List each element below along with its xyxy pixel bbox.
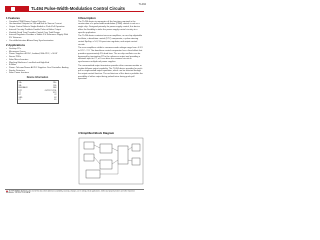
feature-item: • Complete PWM Power-Control Circuitry — [6, 21, 69, 24]
footer-text: An IMPORTANT NOTICE at the end of this data sheet addresses availability, warranty, changes, use in safety-critical applications, intellectual property matters and other important disclaimers. PRODUCTION DATA. — [6, 191, 135, 195]
description-heading: 3 Description — [78, 16, 96, 20]
applications-heading: 2 Applications — [6, 43, 26, 48]
pin-row: DTC OUTPUT CTRL — [18, 89, 57, 92]
pinout-box — [17, 80, 59, 104]
application-item: • Solar Micro-Inverters — [6, 59, 69, 62]
application-item: • Smoke Detectors — [6, 70, 69, 73]
block-diagram-heading: 4 Simplified Block Diagram — [78, 131, 115, 135]
footer-notice — [6, 190, 143, 195]
features-heading: 1 Features — [6, 16, 20, 20]
ti-logo-icon — [11, 7, 15, 11]
block-diagram-figure — [78, 136, 144, 186]
pin-row: RT C2 — [18, 94, 57, 97]
page-number: TL494 — [138, 3, 146, 6]
description-paragraph: The TL494 device contains two error amplifiers, an on-chip adjustable oscillator, a dead-time control (DTC) comparator, a pulse-steering control flip-flop, a 5-V, 5%-precision regulator, and output-control circuits. — [78, 35, 143, 46]
application-item: • Power: Telecom/Server AC/DC Supplies: Dual Controller: Analog — [6, 67, 69, 70]
warning-icon — [6, 190, 8, 192]
device-info-heading: Device Information — [26, 75, 49, 79]
application-item: • Desktop PCs — [6, 48, 69, 51]
feature-item: • Variable Dead Time Provides Control Over Total Range — [6, 32, 69, 35]
description-paragraph: The uncommitted output transistors provide either common-emitter or emitter-follower output capability. The TL494 device provides for push-pull or single-ended output operation, which can be selected through the output-control function. The architecture of this device prohibits the possibility of either output being pulsed twice during push-pull operation. — [78, 64, 143, 81]
pin-row: 1IN- 2IN- — [18, 84, 57, 87]
feature-item: • Uncommitted Outputs for 200-mA Sink or Source Current — [6, 23, 69, 26]
application-item: • Power Supplies: AC/DC, Isolated, With PFC, > 90 W — [6, 53, 69, 56]
pin-row: CT VCC — [18, 92, 57, 95]
application-item: • Washing Machines: Low-End and High-End — [6, 62, 69, 65]
feature-item: • Circuit Architecture Allows Easy Synchronization — [6, 40, 69, 43]
application-item: • Solar Power Inverters — [6, 72, 69, 75]
right-column — [78, 15, 144, 82]
application-item: • Microwave Ovens — [6, 51, 69, 54]
feature-item: • Internal Circuitry Prohibits Double Pulse at Either Output — [6, 29, 69, 32]
title-bar — [0, 6, 149, 12]
feature-item: • Output Control Selects Single-Ended or Push-Pull Operation — [6, 26, 69, 29]
brand-block — [5, 6, 29, 12]
pin-row: FEEDBACK REF — [18, 87, 57, 90]
pin-row: 1IN+ 2IN+ — [18, 82, 57, 85]
pin-row: C1 E1 — [18, 99, 57, 102]
description-paragraph: The TL494 device incorporates all the functions required in the construction of a pulse-width-modulation (PWM) control circuit on a single chip. Designed primarily for power-supply control, this device offers the flexibility to tailor the power-supply control circuitry to a specific application. — [78, 20, 140, 34]
description-paragraph: The error amplifiers exhibit a common-mode voltage range from -0.3 V to VCC - 2 V. The dead-time control comparator has a fixed offset that provides approximately 5% dead time. The on-chip oscillator can be bypassed by terminating RT to the reference output and providing a sawtooth input to CT, or it can drive the common circuits in synchronous multiple-rail power supplies. — [78, 47, 143, 63]
document-title: TL494 Pulse-Width-Modulation Control Circuits — [31, 6, 125, 11]
pin-row: GND E2 — [18, 96, 57, 99]
block-diagram — [78, 131, 144, 186]
left-column — [6, 15, 69, 104]
feature-item: • Internal Regulator Provides a Stable 5-V Reference Supply With 5% Tolerance — [6, 34, 69, 39]
application-item: • Server PSUs — [6, 56, 69, 59]
application-item: • E-Bikes — [6, 64, 69, 67]
